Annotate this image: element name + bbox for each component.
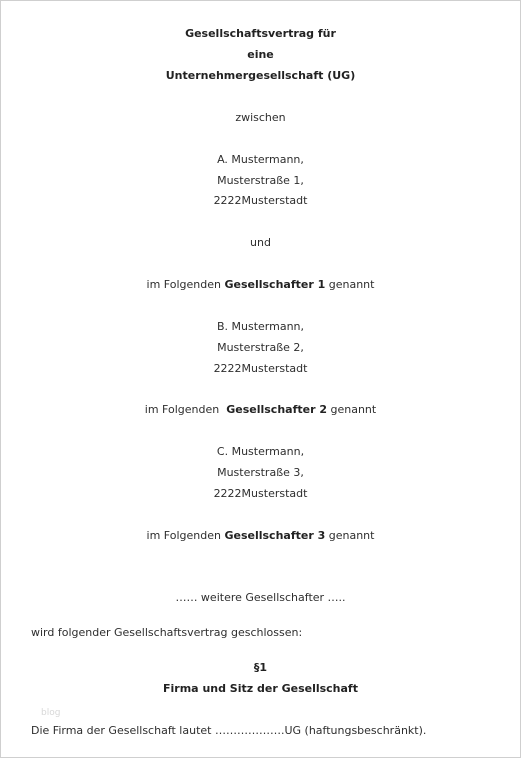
reference-prefix: im Folgenden xyxy=(144,403,227,416)
partner3-name: C. Mustermann, xyxy=(216,445,305,458)
section-number: §1 xyxy=(253,661,268,674)
partner1-city: 2222Musterstadt xyxy=(213,194,308,207)
reference-partner-1 xyxy=(1,278,520,292)
title-line-1: Gesellschaftsvertrag für xyxy=(185,27,336,40)
reference-bold-label: Gesellschafter 1 xyxy=(224,278,326,291)
partner2-city: 2222Musterstadt xyxy=(213,362,308,375)
contract-concluded-text: wird folgender Gesellschaftsvertrag geschlossen: xyxy=(31,626,303,639)
partner2-name: B. Mustermann, xyxy=(216,320,305,333)
partner1-street: Musterstraße 1, xyxy=(217,174,304,187)
between-text: zwischen xyxy=(235,111,286,124)
title-line-3: Unternehmergesellschaft (UG) xyxy=(165,69,356,82)
reference-suffix: genannt xyxy=(325,278,375,291)
and-text: und xyxy=(250,236,271,249)
section-heading: Firma und Sitz der Gesellschaft xyxy=(163,682,358,695)
reference-suffix: genannt xyxy=(325,529,375,542)
reference-bold-label: Gesellschafter 3 xyxy=(224,529,326,542)
partner1-name: A. Mustermann, xyxy=(217,153,304,166)
watermark: blog xyxy=(41,708,61,718)
partner2-street: Musterstraße 2, xyxy=(217,341,304,354)
reference-suffix: genannt xyxy=(327,403,377,416)
reference-prefix: im Folgenden xyxy=(146,278,225,291)
more-partners-text: …… weitere Gesellschafter ….. xyxy=(175,591,346,604)
reference-prefix: im Folgenden xyxy=(146,529,225,542)
reference-bold-label: Gesellschafter 2 xyxy=(226,403,327,416)
partner3-city: 2222Musterstadt xyxy=(213,487,308,500)
company-name-clause: Die Firma der Gesellschaft lautet ……………….UG (haftungsbeschränkt). xyxy=(31,724,427,737)
reference-partner-2 xyxy=(1,403,520,417)
title-line-2: eine xyxy=(247,48,274,61)
reference-partner-3 xyxy=(1,529,520,543)
partner3-street: Musterstraße 3, xyxy=(217,466,304,479)
